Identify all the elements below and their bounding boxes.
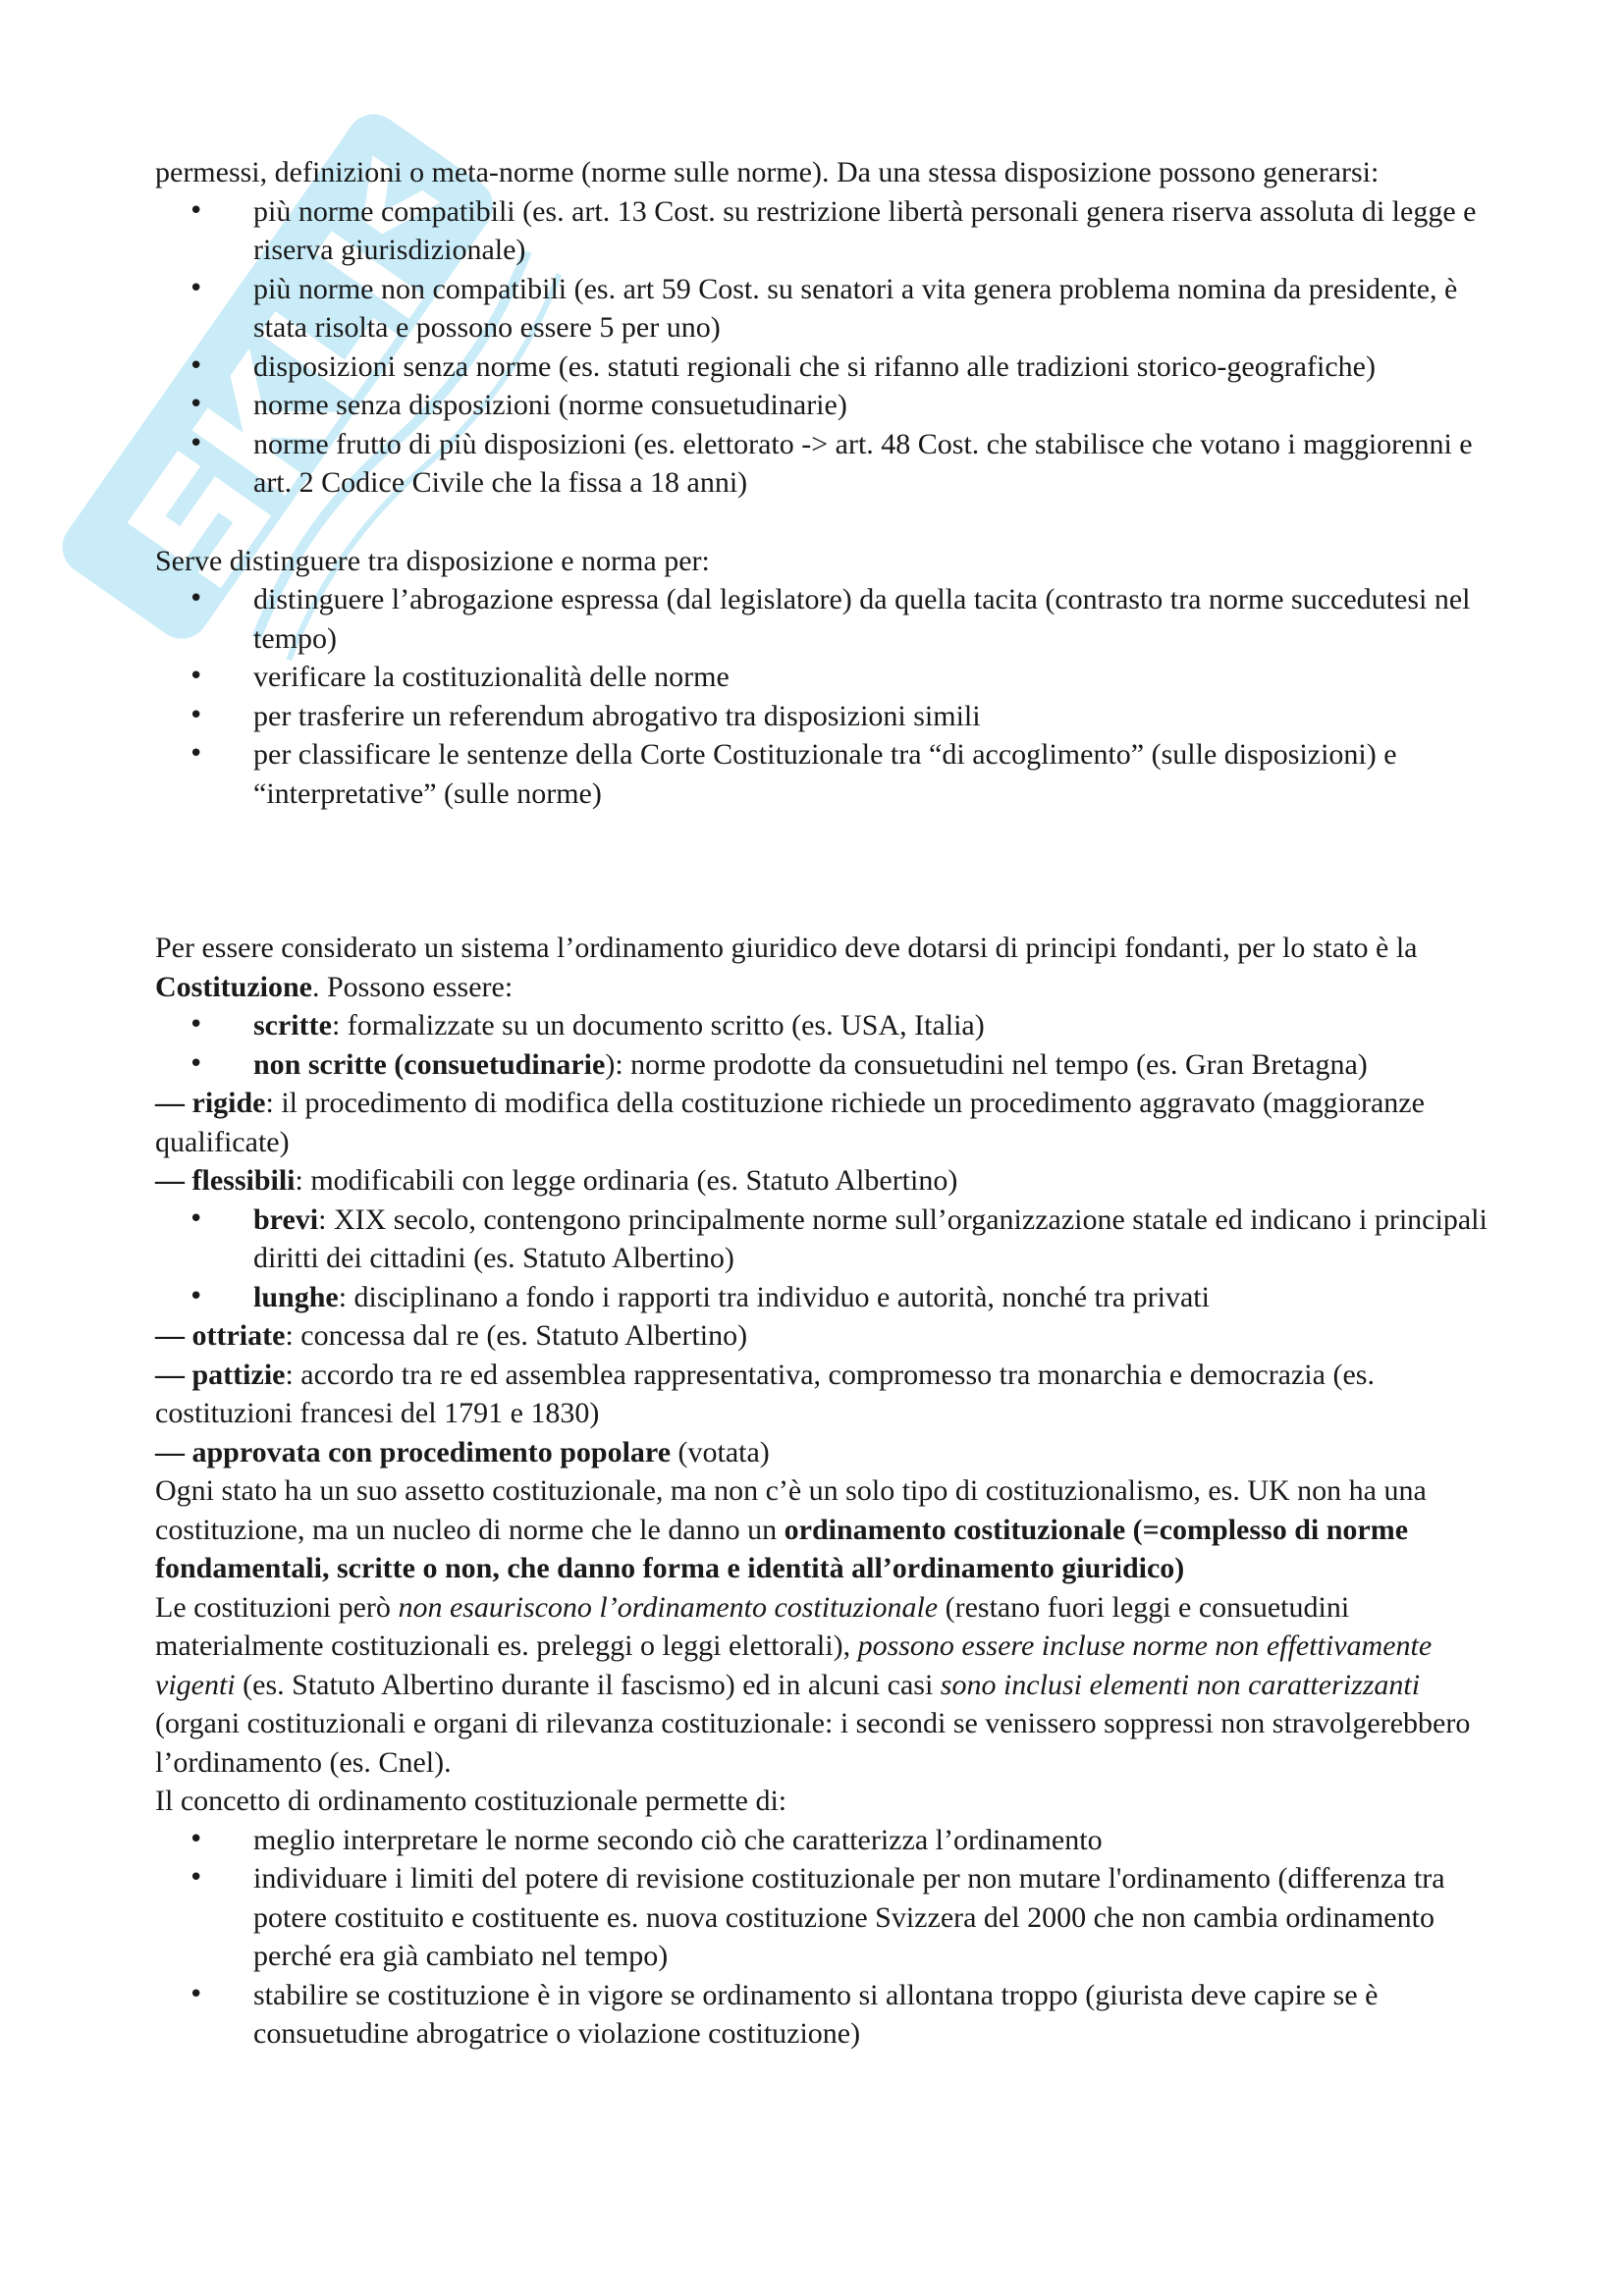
list-item: • stabilire se costituzione è in vigore se ordinamento si allontana troppo (giurista deve capire se è consuetudine abrogatrice o violazione costituzione) xyxy=(155,1976,1490,2054)
paragraph-concetto: Il concetto di ordinamento costituzionale permette di: xyxy=(155,1785,787,1817)
dash-item-flessibili: — flessibili: modificabili con legge ordinaria (es. Statuto Albertino) xyxy=(155,1164,958,1197)
dash-item-pattizie: — pattizie: accordo tra re ed assemblea rappresentativa, compromesso tra monarchia e democrazia (es. costituzioni francesi del 1791 e 1830) xyxy=(155,1358,1375,1429)
term-ordinamento-costituzionale: ordinamento costituzionale (=complesso di norme fondamentali, scritte o non, che danno forma e identità all’ordinamento giuridico) xyxy=(155,1513,1409,1584)
paragraph-uk: Ogni stato ha un suo assetto costituzionale, ma non c’è un solo tipo di costituzionalismo, es. UK non ha una costituzione, ma un nucleo di norme che le danno un ordinamento costituzionale (=complesso di norme fondamentali, scritte o non, che danno forma e identità all’ordinamento giuridico) xyxy=(155,1474,1427,1584)
list-item: • più norme non compatibili (es. art 59 Cost. su senatori a vita genera problema nomina da presidente, è stata risolta e possono essere 5 per uno) xyxy=(155,270,1490,347)
list-item: • lunghe: disciplinano a fondo i rapporti tra individuo e autorità, nonché tra privati xyxy=(155,1278,1490,1317)
paragraph-norme-intro: permessi, definizioni o meta-norme (norme sulle norme). Da una stessa disposizione possono generarsi: xyxy=(155,156,1380,188)
list-item: • distinguere l’abrogazione espressa (dal legislatore) da quella tacita (contrasto tra norme succedutesi nel tempo) xyxy=(155,580,1490,658)
paragraph-serve-distinguere: Serve distinguere tra disposizione e norma per: xyxy=(155,544,710,577)
list-item: • brevi: XIX secolo, contengono principalmente norme sull’organizzazione statale ed indicano i principali diritti dei cittadini (es. Statuto Albertino) xyxy=(155,1201,1490,1278)
list-item: • disposizioni senza norme (es. statuti regionali che si rifanno alle tradizioni storico-geografiche) xyxy=(155,347,1490,387)
list-item: • scritte: formalizzate su un documento scritto (es. USA, Italia) xyxy=(155,1006,1490,1045)
list-concetto-ordinamento xyxy=(155,1821,1490,2054)
dash-item-ottriate: — ottriate: concessa dal re (es. Statuto Albertino) xyxy=(155,1319,748,1352)
list-lunghezza-costituzione xyxy=(155,1201,1490,1317)
document-page xyxy=(155,153,1490,2054)
list-item: • per classificare le sentenze della Corte Costituzionale tra “di accoglimento” (sulle disposizioni) e “interpretative” (sulle norme) xyxy=(155,735,1490,813)
list-item: • verificare la costituzionalità delle norme xyxy=(155,658,1490,697)
list-item: • più norme compatibili (es. art. 13 Cost. su restrizione libertà personali genera riserva assoluta di legge e riserva giurisdizionale) xyxy=(155,192,1490,270)
paragraph-limiti-costituzioni: Le costituzioni però non esauriscono l’ordinamento costituzionale (restano fuori leggi e consuetudini materialmente costituzionali es. preleggi o leggi elettorali), possono essere incluse norme non effettivamente vigenti (es. Statuto Albertino durante il fascismo) ed in alcuni casi sono inclusi elementi non caratterizzanti (organi costituzionali e organi di rilevanza costituzionale: i secondi se venissero soppressi non stravolgerebbero l’ordinamento (es. Cnel). xyxy=(155,1590,1471,1779)
dash-item-rigide: — rigide: il procedimento di modifica della costituzione richiede un procedimento aggravato (maggioranze qualificate) xyxy=(155,1087,1425,1158)
list-item: • meglio interpretare le norme secondo ciò che caratterizza l’ordinamento xyxy=(155,1821,1490,1860)
list-item: • individuare i limiti del potere di revisione costituzionale per non mutare l'ordinamento (differenza tra potere costituito e costituente es. nuova costituzione Svizzera del 2000 che non cambia ordinamento perché era già cambiato nel tempo) xyxy=(155,1859,1490,1976)
list-serve-distinguere xyxy=(155,580,1490,813)
term-costituzione: Costituzione xyxy=(155,970,312,1003)
list-item: • per trasferire un referendum abrogativo tra disposizioni simili xyxy=(155,697,1490,736)
list-norme-disposizioni xyxy=(155,192,1490,503)
list-tipi-costituzione xyxy=(155,1006,1490,1084)
dash-item-popolare: — approvata con procedimento popolare (votata) xyxy=(155,1435,770,1468)
list-item: • norme senza disposizioni (norme consuetudinarie) xyxy=(155,386,1490,425)
list-item: • non scritte (consuetudinarie): norme prodotte da consuetudini nel tempo (es. Gran Bretagna) xyxy=(155,1045,1490,1085)
paragraph-costituzione-intro: Per essere considerato un sistema l’ordinamento giuridico deve dotarsi di principi fondanti, per lo stato è la Costituzione. Possono essere: xyxy=(155,932,1418,1003)
list-item: • norme frutto di più disposizioni (es. elettorato -> art. 48 Cost. che stabilisce che votano i maggiorenni e art. 2 Codice Civile che la fissa a 18 anni) xyxy=(155,425,1490,503)
